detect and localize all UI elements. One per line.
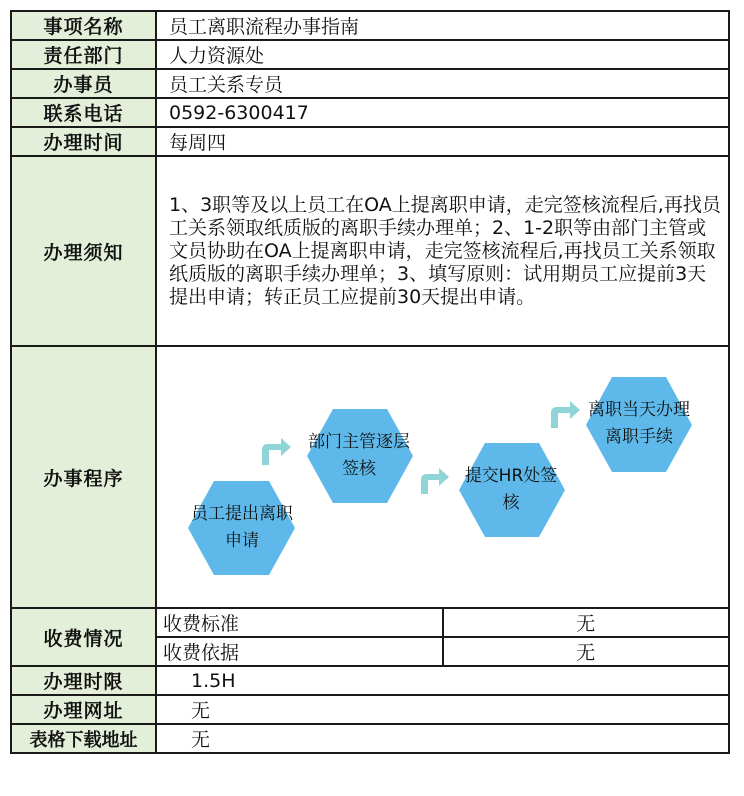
arrow-3-icon: [551, 401, 580, 428]
site-value: 无: [156, 695, 729, 724]
time-value: 每周四: [156, 127, 729, 156]
row-time: [11, 127, 729, 156]
row-item-name: [11, 11, 729, 40]
phone-value: 0592-6300417: [156, 98, 729, 127]
fee-standard-label: 收费标准: [156, 608, 443, 637]
row-clerk: [11, 69, 729, 98]
clerk-label: 办事员: [11, 69, 156, 98]
fee-basis-label: 收费依据: [156, 637, 443, 666]
flowchart-graphics: [157, 347, 727, 607]
row-site: [11, 695, 729, 724]
notes-value: 1、3职等及以上员工在OA上提离职申请，走完签核流程后,再找员工关系领取纸质版的离职手续办理单；2、1-2职等由部门主管或文员协助在OA上提离职申请，走完签核流程后,再找员工关系领取纸质版的离职手续办理单；3、填写原则：试用期员工应提前3天提出申请；转正员工应提前30天提出申请。: [156, 156, 729, 346]
step-2-text: 部门主管逐层签核: [308, 432, 410, 479]
dept-value: 人力资源处: [156, 40, 729, 69]
fee-basis-value: 无: [443, 637, 730, 666]
item-name-value: 员工离职流程办事指南: [156, 11, 729, 40]
dept-label: 责任部门: [11, 40, 156, 69]
step-1-text: 员工提出离职申请: [191, 504, 293, 551]
time-label: 办理时间: [11, 127, 156, 156]
procedure-flowchart: [157, 347, 727, 607]
notes-label: 办理须知: [11, 156, 156, 346]
row-download: [11, 724, 729, 753]
arrow-1-icon: [262, 438, 291, 465]
fee-label: 收费情况: [11, 608, 156, 666]
arrow-2-icon: [421, 468, 449, 494]
row-phone: [11, 98, 729, 127]
fee-standard-value: 无: [443, 608, 730, 637]
row-fee-standard: [11, 608, 729, 637]
item-name-label: 事项名称: [11, 11, 156, 40]
download-value: 无: [156, 724, 729, 753]
site-label: 办理网址: [11, 695, 156, 724]
phone-label: 联系电话: [11, 98, 156, 127]
download-label: 表格下载地址: [11, 724, 156, 753]
guide-table-container: [10, 10, 730, 782]
limit-value: 1.5H: [156, 666, 729, 695]
row-dept: [11, 40, 729, 69]
clerk-value: 员工关系专员: [156, 69, 729, 98]
row-notes: [11, 156, 729, 346]
row-procedure: [11, 346, 729, 608]
step-3-text: 提交HR处签核: [464, 466, 558, 513]
guide-table: [10, 10, 730, 754]
procedure-label: 办事程序: [11, 346, 156, 608]
limit-label: 办理时限: [11, 666, 156, 695]
step-4-text: 离职当天办理离职手续: [588, 400, 690, 447]
procedure-flow-cell: [156, 346, 729, 608]
row-limit: [11, 666, 729, 695]
